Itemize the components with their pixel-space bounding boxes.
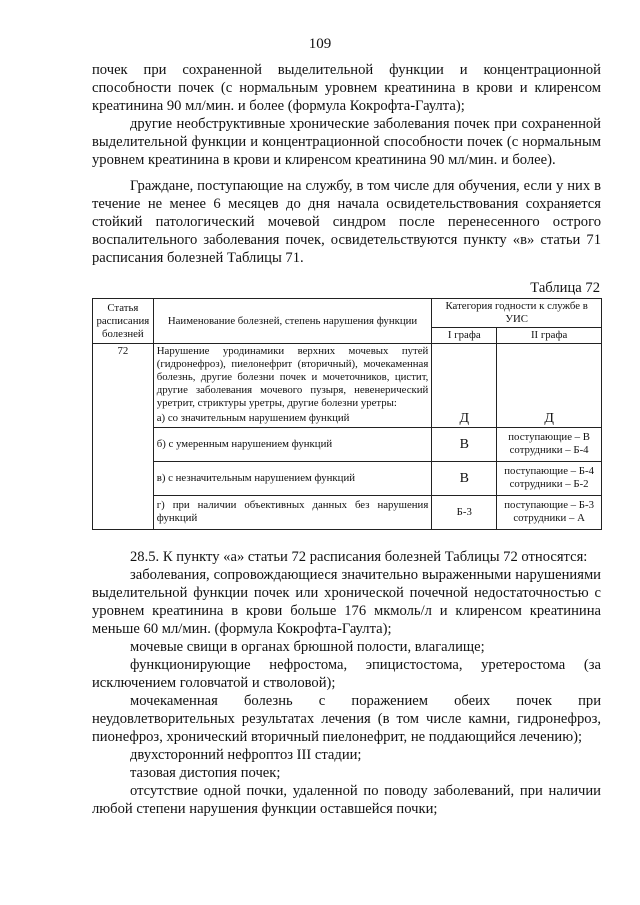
page-number: 109: [308, 36, 332, 52]
table-caption: Таблица 72: [530, 280, 600, 296]
paragraph: тазовая дистопия почек;: [130, 765, 281, 781]
table-row-col1: В: [432, 461, 497, 495]
paragraph: отсутствие одной почки, удаленной по поводу заболеваний, при наличии любой степени нарушения функции оставшейся почки;: [92, 783, 601, 817]
table-row-col2: поступающие – В сотрудники – Б-4: [497, 427, 602, 461]
table-row-col2: поступающие – Б-4 сотрудники – Б-2: [497, 461, 602, 495]
table-row-col1: Д: [432, 411, 497, 427]
article-number: 72: [93, 344, 154, 530]
paragraph: Граждане, поступающие на службу, в том числе для обучения, если у них в течение не менее 6 месяцев до дня начала освидетельствования сохраняется стойкий патологический мочевой синдром после перенесенного острого воспалительного заболевания почек, освидетельствуются пункту «в» статьи 71 расписания болезней Таблицы 71.: [92, 178, 601, 266]
table-row-name: г) при наличии объективных данных без нарушения функций: [153, 495, 432, 529]
table-cell-empty: [432, 344, 497, 412]
table-row-col2: поступающие – Б-3 сотрудники – А: [497, 495, 602, 529]
top-text-block: [92, 61, 601, 267]
paragraph: почек при сохраненной выделительной функции и концентрационной способности почек (с нормальным уровнем креатинина в крови и клиренсом креатинина 90 мл/мин. и более (формула Кокрофта-Гаулта);: [92, 62, 601, 114]
header-column-2: II графа: [497, 328, 602, 344]
header-article: Статья расписания болезней: [93, 299, 154, 344]
paragraph: заболевания, сопровождающиеся значительно выраженными нарушениями выделительной функции почек или хронической почечной недостаточностью с уровнем креатинина в крови больше 176 мкмоль/л и клиренсом креатинина меньше 60 мл/мин. (формула Кокрофта-Гаулта);: [92, 567, 601, 637]
paragraph: мочекаменная болезнь с поражением обеих почек при неудовлетворительных результатах лечения (в том числе камни, гидронефроз, пионефроз, хронический вторичный пиелонефрит, не поддающийся лечению);: [92, 693, 601, 745]
table-row-col2: Д: [497, 411, 602, 427]
table-row-col1: Б-3: [432, 495, 497, 529]
paragraph: 28.5. К пункту «а» статьи 72 расписания болезней Таблицы 72 относятся:: [130, 549, 588, 565]
table-cell-empty: [497, 344, 602, 412]
table-row-name: а) со значительным нарушением функций: [153, 411, 432, 427]
paragraph: двухсторонний нефроптоз III стадии;: [130, 747, 362, 763]
table-row-col1: В: [432, 427, 497, 461]
header-column-1: I графа: [432, 328, 497, 344]
table-row-name: в) с незначительным нарушением функций: [153, 461, 432, 495]
paragraph: другие необструктивные хронические заболевания почек при сохраненной выделительной функции и концентрационной способности почек (с нормальным уровнем креатинина в крови и клиренсом креатинина 90 мл/мин. и более).: [92, 116, 601, 168]
table-row-name: б) с умеренным нарушением функций: [153, 427, 432, 461]
table-intro-text: Нарушение уродинамики верхних мочевых путей (гидронефроз), пиелонефрит (вторичный), мочекаменная болезнь, другие болезни почек и мочеточников, цистит, другие заболевания мочевого пузыря, невенерический уретрит, стриктуры уретры, другие болезни уретры:: [153, 344, 432, 412]
header-category: Категория годности к службе в УИС: [432, 299, 602, 328]
paragraph: функционирующие нефростома, эпицистостома, уретеростома (за исключением головчатой и стволовой);: [92, 657, 601, 691]
header-disease-name: Наименование болезней, степень нарушения функции: [153, 299, 432, 344]
disease-table: [92, 298, 602, 530]
paragraph: мочевые свищи в органах брюшной полости, влагалище;: [130, 639, 485, 655]
bottom-text-block: [92, 548, 601, 818]
